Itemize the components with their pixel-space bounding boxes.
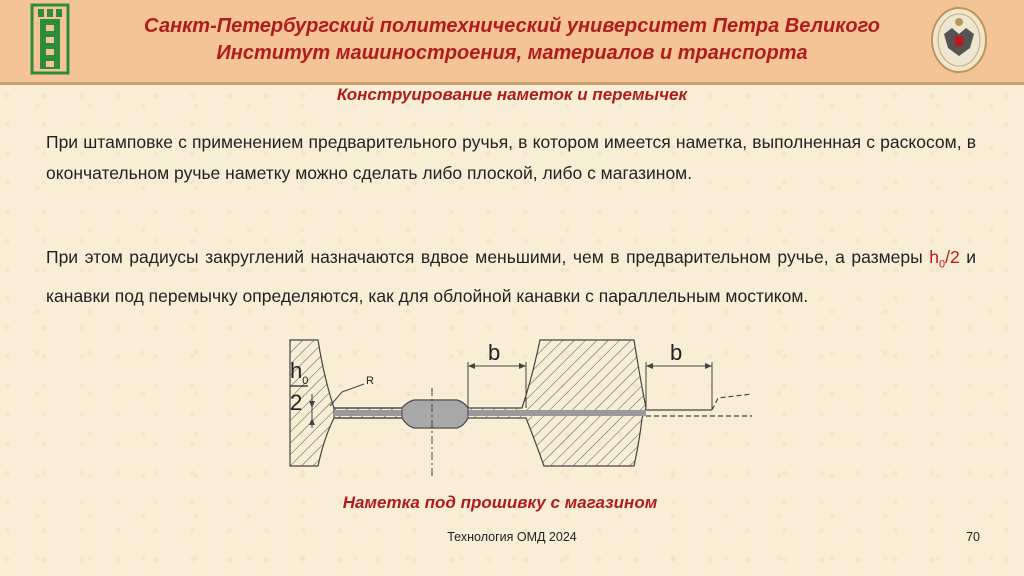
institute-name: Институт машиностроения, материалов и транспорта xyxy=(216,42,808,64)
die-section-diagram xyxy=(282,338,772,478)
paragraph-1: При штамповке с применением предварительного ручья, в котором имеется наметка, выполненная с раскосом, в окончательном ручье наметку можно сделать либо плоской, либо с магазином. xyxy=(46,132,976,183)
h0-half-highlight xyxy=(929,247,960,271)
section-title: Конструирование наметок и перемычек xyxy=(336,85,688,104)
paragraph-2-before: При этом радиусы закруглений назначаются вдвое меньшими, чем в предварительном ручье, а размеры xyxy=(46,247,930,267)
paragraph-2 xyxy=(46,242,976,312)
footer-course: Технология ОМД 2024 xyxy=(447,530,577,544)
university-emblem xyxy=(930,4,988,74)
page-number: 70 xyxy=(966,530,980,544)
paragraph-2-after: и канавки под перемычку определяются, как для облойной канавки с параллельным мостиком. xyxy=(46,247,977,306)
university-name: Санкт-Петербургский политехнический университет Петра Великого xyxy=(144,15,880,37)
institute-logo xyxy=(28,3,72,75)
figure-caption: Наметка под прошивку с магазином xyxy=(342,493,658,512)
h-fraction: /2 xyxy=(945,247,960,267)
h-symbol: h xyxy=(929,247,939,267)
label-radius: R xyxy=(366,375,374,387)
label-h0: $h_0$ xyxy=(290,358,309,387)
label-b-bridge: b xyxy=(670,340,683,365)
header-bar xyxy=(0,0,1024,85)
label-h0-denominator: 2 xyxy=(290,390,303,415)
label-b-channel: b xyxy=(488,340,501,365)
h-subscript: 0 xyxy=(938,258,946,271)
